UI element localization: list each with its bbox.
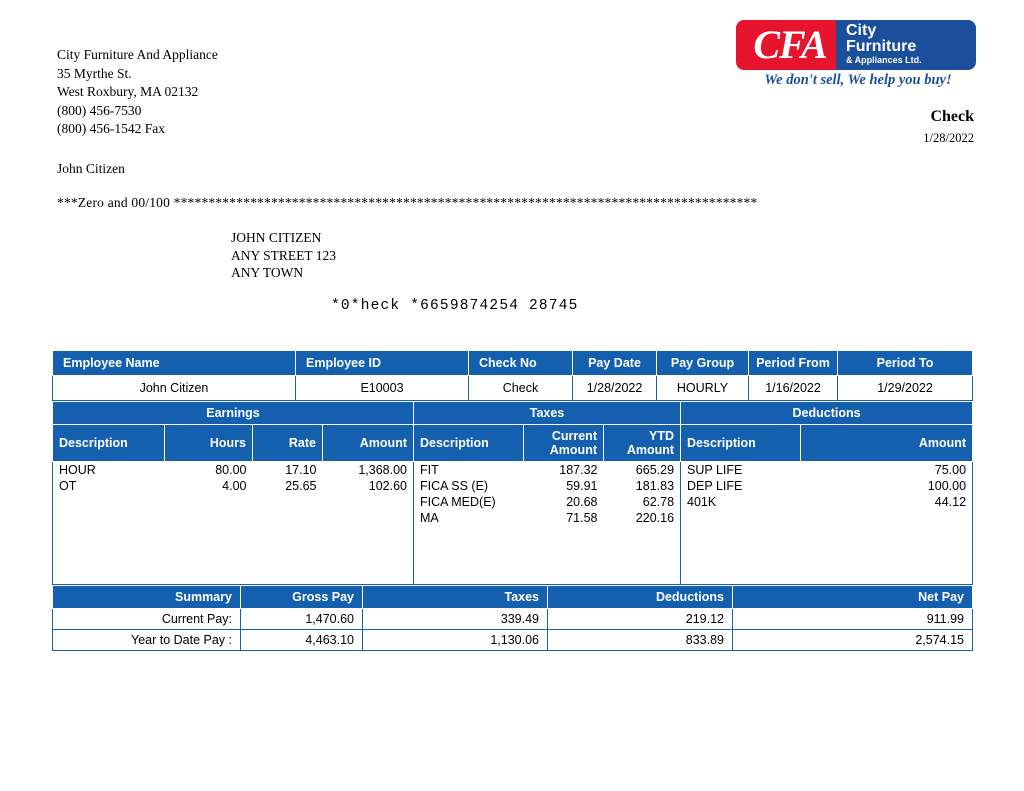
value-period-from: 1/16/2022 bbox=[749, 376, 838, 401]
table-row bbox=[53, 376, 973, 401]
tax-current: 20.68 bbox=[524, 494, 604, 510]
col-period-from: Period From bbox=[749, 351, 838, 376]
earn-hours: 4.00 bbox=[165, 478, 253, 494]
ded-amount: 44.12 bbox=[801, 494, 973, 510]
table-row bbox=[53, 609, 973, 630]
summary-gross: 4,463.10 bbox=[241, 630, 363, 651]
logo-line-1: City bbox=[846, 22, 877, 39]
micr-line: *0*heck *6659874254 28745 bbox=[331, 298, 579, 314]
col-tax-current-amount: Current Amount bbox=[524, 425, 604, 462]
earn-amount: 102.60 bbox=[323, 478, 414, 494]
col-tax-description: Description bbox=[414, 425, 524, 462]
summary-label: Year to Date Pay : bbox=[53, 630, 241, 651]
value-pay-date: 1/28/2022 bbox=[573, 376, 657, 401]
logo-monogram: CFA bbox=[736, 20, 844, 70]
col-ded-amount: Amount bbox=[801, 425, 973, 462]
col-earn-rate: Rate bbox=[253, 425, 323, 462]
tax-current: 71.58 bbox=[524, 510, 604, 526]
employee-header-table bbox=[52, 350, 973, 401]
earn-hours: 80.00 bbox=[165, 462, 253, 479]
table-row bbox=[53, 478, 973, 494]
ded-amount: 75.00 bbox=[801, 462, 973, 479]
col-pay-date: Pay Date bbox=[573, 351, 657, 376]
earn-description: HOUR bbox=[53, 462, 165, 479]
table-row bbox=[53, 462, 973, 479]
tax-ytd: 62.78 bbox=[604, 494, 681, 510]
table-row bbox=[53, 510, 973, 526]
col-pay-group: Pay Group bbox=[657, 351, 749, 376]
section-earnings: Earnings bbox=[53, 402, 414, 425]
pay-stub bbox=[52, 350, 972, 651]
column-header-row bbox=[53, 425, 973, 462]
amount-in-words: ***Zero and 00/100 ************************************************************************************ bbox=[57, 195, 758, 210]
tax-description: FICA MED(E) bbox=[414, 494, 524, 510]
check-date: 1/28/2022 bbox=[923, 131, 974, 145]
tax-current: 187.32 bbox=[524, 462, 604, 479]
ded-description: DEP LIFE bbox=[681, 478, 801, 494]
logo-tagline: We don't sell, We help you buy! bbox=[764, 72, 952, 88]
value-period-to: 1/29/2022 bbox=[838, 376, 973, 401]
logo-line-3: & Appliances Ltd. bbox=[846, 55, 922, 65]
ded-description: SUP LIFE bbox=[681, 462, 801, 479]
table-spacer-row bbox=[53, 526, 973, 585]
earn-amount: 1,368.00 bbox=[323, 462, 414, 479]
company-address-line-2: West Roxbury, MA 02132 bbox=[57, 84, 199, 99]
tax-description: FICA SS (E) bbox=[414, 478, 524, 494]
tax-description: FIT bbox=[414, 462, 524, 479]
summary-net: 2,574.15 bbox=[733, 630, 973, 651]
logo-line-2: Furniture bbox=[846, 38, 917, 55]
summary-table bbox=[52, 585, 973, 651]
col-ded-description: Description bbox=[681, 425, 801, 462]
summary-gross: 1,470.60 bbox=[241, 609, 363, 630]
section-deductions: Deductions bbox=[681, 402, 973, 425]
summary-net: 911.99 bbox=[733, 609, 973, 630]
ded-amount: 100.00 bbox=[801, 478, 973, 494]
logo-box bbox=[736, 20, 976, 72]
table-row bbox=[53, 494, 973, 510]
company-address-line-1: 35 Myrthe St. bbox=[57, 65, 132, 81]
col-summary-taxes: Taxes bbox=[363, 586, 548, 609]
col-check-no: Check No bbox=[469, 351, 573, 376]
col-gross-pay: Gross Pay bbox=[241, 586, 363, 609]
section-header-row bbox=[53, 402, 973, 425]
payee-address-line-2: ANY STREET 123 bbox=[231, 247, 337, 263]
col-net-pay: Net Pay bbox=[733, 586, 973, 609]
value-pay-group: HOURLY bbox=[657, 376, 749, 401]
earn-rate: 25.65 bbox=[253, 478, 323, 494]
summary-deductions: 219.12 bbox=[548, 609, 733, 630]
detail-table bbox=[52, 401, 973, 585]
section-taxes: Taxes bbox=[414, 402, 681, 425]
value-employee-id: E10003 bbox=[296, 376, 469, 401]
company-fax: (800) 456-1542 Fax bbox=[57, 121, 165, 136]
col-earn-amount: Amount bbox=[323, 425, 414, 462]
company-phone: (800) 456-7530 bbox=[57, 102, 142, 118]
company-logo bbox=[736, 20, 976, 92]
company-name: City Furniture And Appliance bbox=[57, 47, 218, 62]
earn-description: OT bbox=[53, 478, 165, 494]
col-earn-description: Description bbox=[53, 425, 165, 462]
payee-address-line-1: JOHN CITIZEN bbox=[231, 230, 322, 245]
tax-ytd: 665.29 bbox=[604, 462, 681, 479]
col-summary-deductions: Deductions bbox=[548, 586, 733, 609]
col-employee-id: Employee ID bbox=[296, 351, 469, 376]
summary-deductions: 833.89 bbox=[548, 630, 733, 651]
check-title: Check bbox=[930, 108, 974, 125]
tax-ytd: 220.16 bbox=[604, 510, 681, 526]
summary-label: Current Pay: bbox=[53, 609, 241, 630]
table-row bbox=[53, 630, 973, 651]
col-employee-name: Employee Name bbox=[53, 351, 296, 376]
summary-taxes: 1,130.06 bbox=[363, 630, 548, 651]
company-info-block bbox=[57, 46, 218, 139]
payee-name: John Citizen bbox=[57, 161, 125, 176]
logo-wordmark bbox=[836, 20, 976, 70]
table-row-header bbox=[53, 351, 973, 376]
tax-description: MA bbox=[414, 510, 524, 526]
col-summary: Summary bbox=[53, 586, 241, 609]
col-tax-ytd-amount: YTD Amount bbox=[604, 425, 681, 462]
tax-ytd: 181.83 bbox=[604, 478, 681, 494]
ded-description: 401K bbox=[681, 494, 801, 510]
payee-address-line-3: ANY TOWN bbox=[231, 265, 304, 280]
summary-taxes: 339.49 bbox=[363, 609, 548, 630]
tax-current: 59.91 bbox=[524, 478, 604, 494]
col-earn-hours: Hours bbox=[165, 425, 253, 462]
payee-address-block bbox=[231, 229, 336, 282]
value-check-no: Check bbox=[469, 376, 573, 401]
earn-rate: 17.10 bbox=[253, 462, 323, 479]
col-period-to: Period To bbox=[838, 351, 973, 376]
summary-header-row bbox=[53, 586, 973, 609]
value-employee-name: John Citizen bbox=[53, 376, 296, 401]
